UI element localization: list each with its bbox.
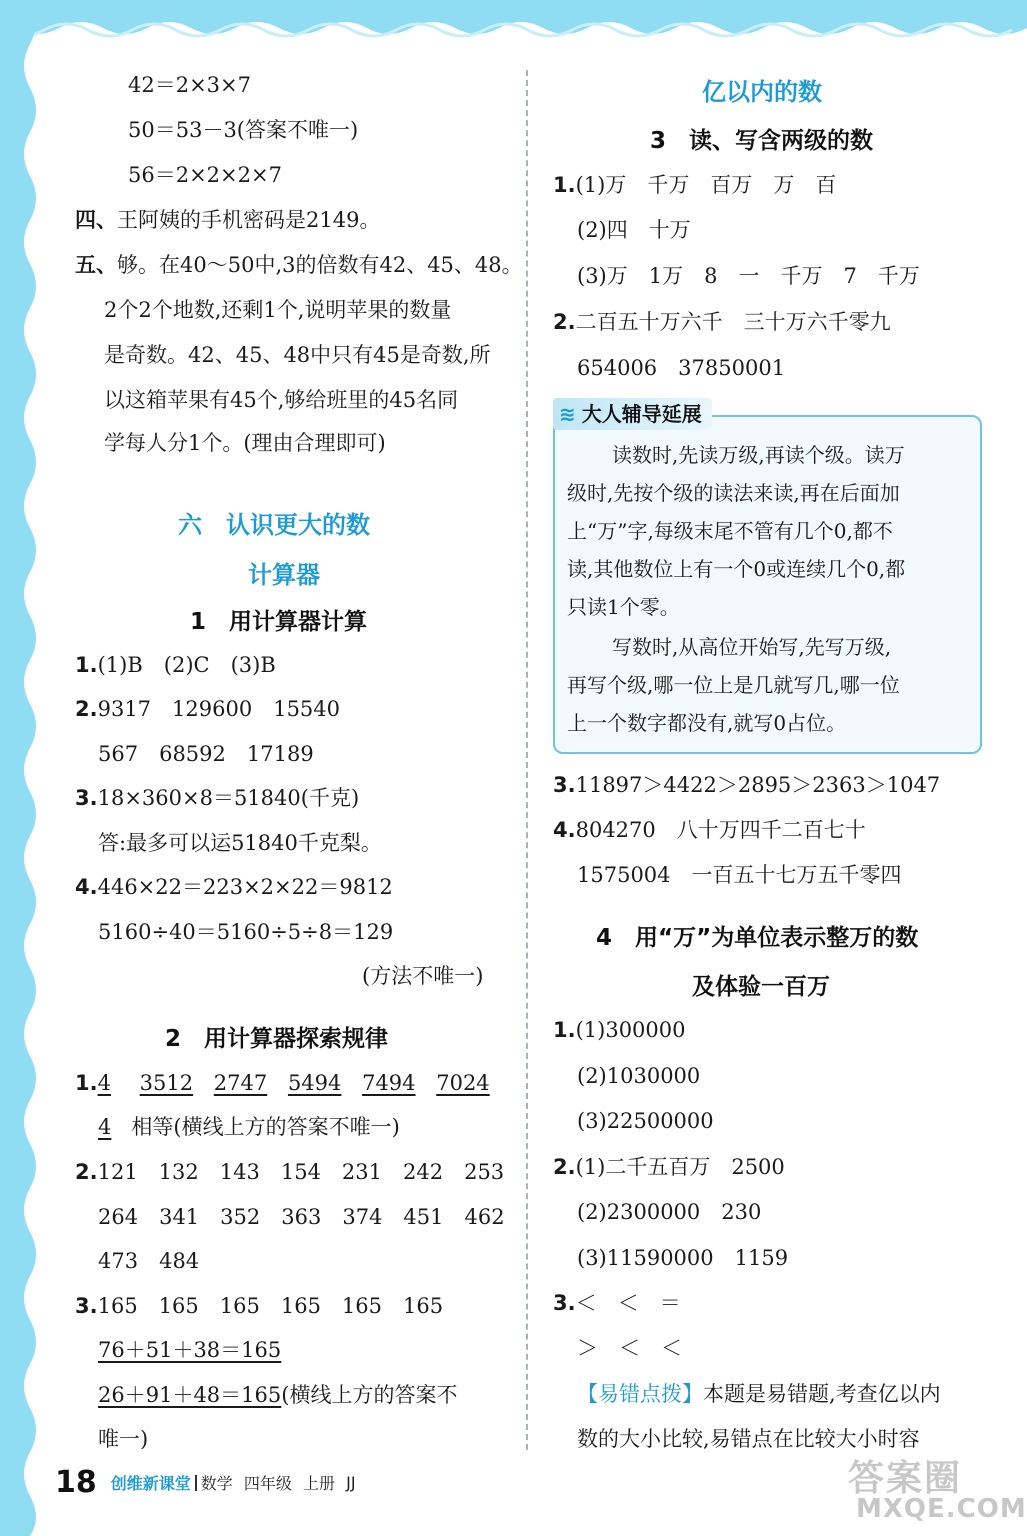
answer-note: (方法不唯一)	[362, 964, 484, 988]
question-number: 4.	[75, 875, 98, 899]
answer-line: 42＝2×3×7	[128, 73, 251, 97]
answer-line: 唯一)	[98, 1427, 149, 1451]
answer-line: (2)2300000 230	[577, 1200, 762, 1224]
answer-note: (横线上方的答案不	[281, 1383, 458, 1407]
unit-title: 六 认识更大的数	[178, 511, 370, 539]
question-number: 3.	[553, 1291, 576, 1315]
question-text: 9317 129600 15540	[97, 697, 341, 721]
box-line: 只读1个零。	[567, 595, 680, 619]
question-text: 121 132 143 154 231 242 253	[97, 1160, 505, 1184]
question-1	[553, 170, 836, 200]
tip-line: 数的大小比较,易错点在比较大小时容	[577, 1427, 920, 1451]
question-1	[553, 1015, 686, 1045]
blank-answer: 4	[98, 1115, 112, 1139]
box-line: 级时,先按个级的读法来读,再在后面加	[567, 481, 900, 505]
question-number: 3.	[75, 1294, 98, 1318]
tip-line	[577, 1379, 941, 1409]
top-wave-border	[0, 0, 1027, 48]
blank-answer: 2747	[213, 1071, 268, 1095]
answer-line: 是奇数。42、45、48中只有45是奇数,所	[104, 343, 491, 367]
question-text: 二百五十万六千 三十万六千零九	[575, 310, 891, 334]
blank-answer: 3512	[139, 1071, 194, 1095]
question-text: ＜ ＜ ＝	[575, 1291, 681, 1315]
question-number: 四、	[75, 207, 117, 232]
tutoring-box-title	[553, 398, 712, 430]
tip-text: 本题是易错题,考查亿以内	[703, 1382, 941, 1406]
answer-line: 答:最多可以运51840千克梨。	[98, 831, 382, 855]
question-number: 1.	[553, 1018, 576, 1042]
question-number: 1.	[75, 653, 98, 677]
question-2	[553, 1152, 785, 1182]
blank-answer: 5494	[287, 1071, 342, 1095]
wave-icon: ≋	[559, 402, 576, 426]
answer-line: 473 484	[98, 1249, 200, 1273]
box-line: 再写个级,哪一位上是几就写几,哪一位	[567, 673, 900, 697]
question-2	[75, 694, 340, 724]
box-line: 写数时,从高位开始写,先写万级,	[612, 635, 892, 659]
question-2	[553, 307, 891, 337]
question-text: (1)二千五百万 2500	[575, 1155, 785, 1179]
page-footer	[55, 1465, 356, 1505]
question-3	[75, 783, 359, 813]
blank-answer: 4	[97, 1071, 111, 1095]
question-3	[75, 1291, 443, 1321]
question-number: 2.	[75, 1160, 98, 1184]
answer-line	[98, 1335, 281, 1365]
box-line: 上一个数字都没有,就写0占位。	[567, 711, 847, 735]
column-divider	[526, 70, 528, 1450]
answer-line: (3)11590000 1159	[577, 1246, 789, 1270]
question-number: 1.	[75, 1071, 98, 1095]
answer-line: 56＝2×2×2×7	[128, 163, 282, 187]
answer-text: 相等(横线上方的答案不唯一)	[131, 1115, 400, 1139]
question-4	[553, 815, 866, 845]
question-text: 王阿姨的手机密码是2149。	[117, 208, 381, 232]
left-wave-border	[0, 0, 48, 1536]
question-4	[75, 205, 380, 235]
question-text: 够。在40～50中,3的倍数有42、45、48。	[117, 253, 523, 277]
answer-line: (3)万 1万 8 一 千万 7 千万	[577, 264, 920, 288]
question-3	[553, 1288, 681, 1318]
question-text: 11897＞4422＞2895＞2363＞1047	[575, 773, 941, 797]
lesson-title-cont: 及体验一百万	[692, 974, 830, 1000]
section-title: 亿以内的数	[702, 78, 822, 106]
blank-answer: 7494	[362, 1071, 416, 1095]
watermark-line1: 答案圈	[848, 1458, 963, 1499]
question-number: 2.	[75, 697, 98, 721]
edition: JJ	[346, 1473, 356, 1492]
answer-line: 2个2个地数,还剩1个,说明苹果的数量	[104, 298, 452, 322]
question-number: 3.	[553, 773, 576, 797]
brand-name: 创维新课堂	[110, 1474, 191, 1493]
question-number: 4.	[553, 818, 576, 842]
answer-line: 5160÷40＝5160÷5÷8＝129	[98, 920, 394, 944]
lesson-title: 1 用计算器计算	[190, 609, 368, 635]
question-text: (1)B (2)C (3)B	[97, 653, 276, 677]
watermark	[828, 1450, 1027, 1530]
question-4	[75, 872, 393, 902]
answer-line: 50＝53－3(答案不唯一)	[128, 118, 359, 142]
page-number: 18	[55, 1465, 97, 1500]
blank-answer: 7024	[436, 1071, 490, 1095]
question-number: 3.	[75, 786, 98, 810]
question-number: 2.	[553, 310, 576, 334]
question-text: 446×22＝223×2×22＝9812	[97, 875, 393, 899]
answer-line	[98, 1112, 400, 1142]
lesson-title: 4 用“万”为单位表示整万的数	[596, 925, 919, 951]
question-text: 804270 八十万四千二百七十	[575, 818, 866, 842]
box-line: 读数时,先读万级,再读个级。读万	[612, 443, 905, 467]
question-1	[75, 650, 276, 680]
question-number: 2.	[553, 1155, 576, 1179]
blank-answer: 76＋51＋38＝165	[98, 1338, 282, 1362]
answer-line: 学每人分1个。(理由合理即可)	[104, 431, 386, 455]
answer-line: 264 341 352 363 374 451 462	[98, 1205, 505, 1229]
lesson-title: 2 用计算器探索规律	[165, 1026, 389, 1052]
grade: 四年级	[243, 1474, 292, 1493]
question-text: 165 165 165 165 165 165	[97, 1294, 444, 1318]
box-line: 上“万”字,每级末尾不管有几个0,都不	[567, 519, 893, 543]
lesson-title: 3 读、写含两级的数	[650, 128, 874, 154]
question-text: 18×360×8＝51840(千克)	[97, 786, 360, 810]
box-line: 读,其他数位上有一个0或连续几个0,都	[567, 557, 906, 581]
answer-line: 1575004 一百五十七万五千零四	[577, 863, 902, 887]
footer-separator	[195, 1475, 197, 1491]
answer-line: 567 68592 17189	[98, 742, 314, 766]
question-2	[75, 1157, 504, 1187]
answer-line: 以这箱苹果有45个,够给班里的45名同	[104, 388, 459, 412]
subject: 数学	[200, 1474, 233, 1493]
watermark-line2: MXQE.COM	[856, 1494, 1027, 1524]
question-number: 1.	[553, 173, 576, 197]
question-number: 五、	[75, 252, 117, 277]
question-text: (1)300000	[575, 1018, 686, 1042]
question-5	[75, 250, 523, 280]
tip-tag: 【易错点拨】	[577, 1382, 703, 1406]
answer-line: 654006 37850001	[577, 356, 786, 380]
blank-answer: 26＋91＋48＝165	[98, 1383, 282, 1407]
answer-line: (3)22500000	[577, 1109, 714, 1133]
answer-line: (2)四 十万	[577, 218, 691, 242]
volume: 上册	[302, 1474, 335, 1493]
answer-line	[98, 1380, 457, 1410]
section-subtitle: 计算器	[248, 561, 320, 589]
question-3	[553, 770, 940, 800]
question-text: (1)万 千万 百万 万 百	[575, 173, 837, 197]
question-1	[75, 1068, 490, 1098]
answer-line: (2)1030000	[577, 1064, 701, 1088]
tutoring-box-label: 大人辅导延展	[581, 402, 702, 426]
answer-line: ＞ ＜ ＜	[577, 1336, 682, 1360]
